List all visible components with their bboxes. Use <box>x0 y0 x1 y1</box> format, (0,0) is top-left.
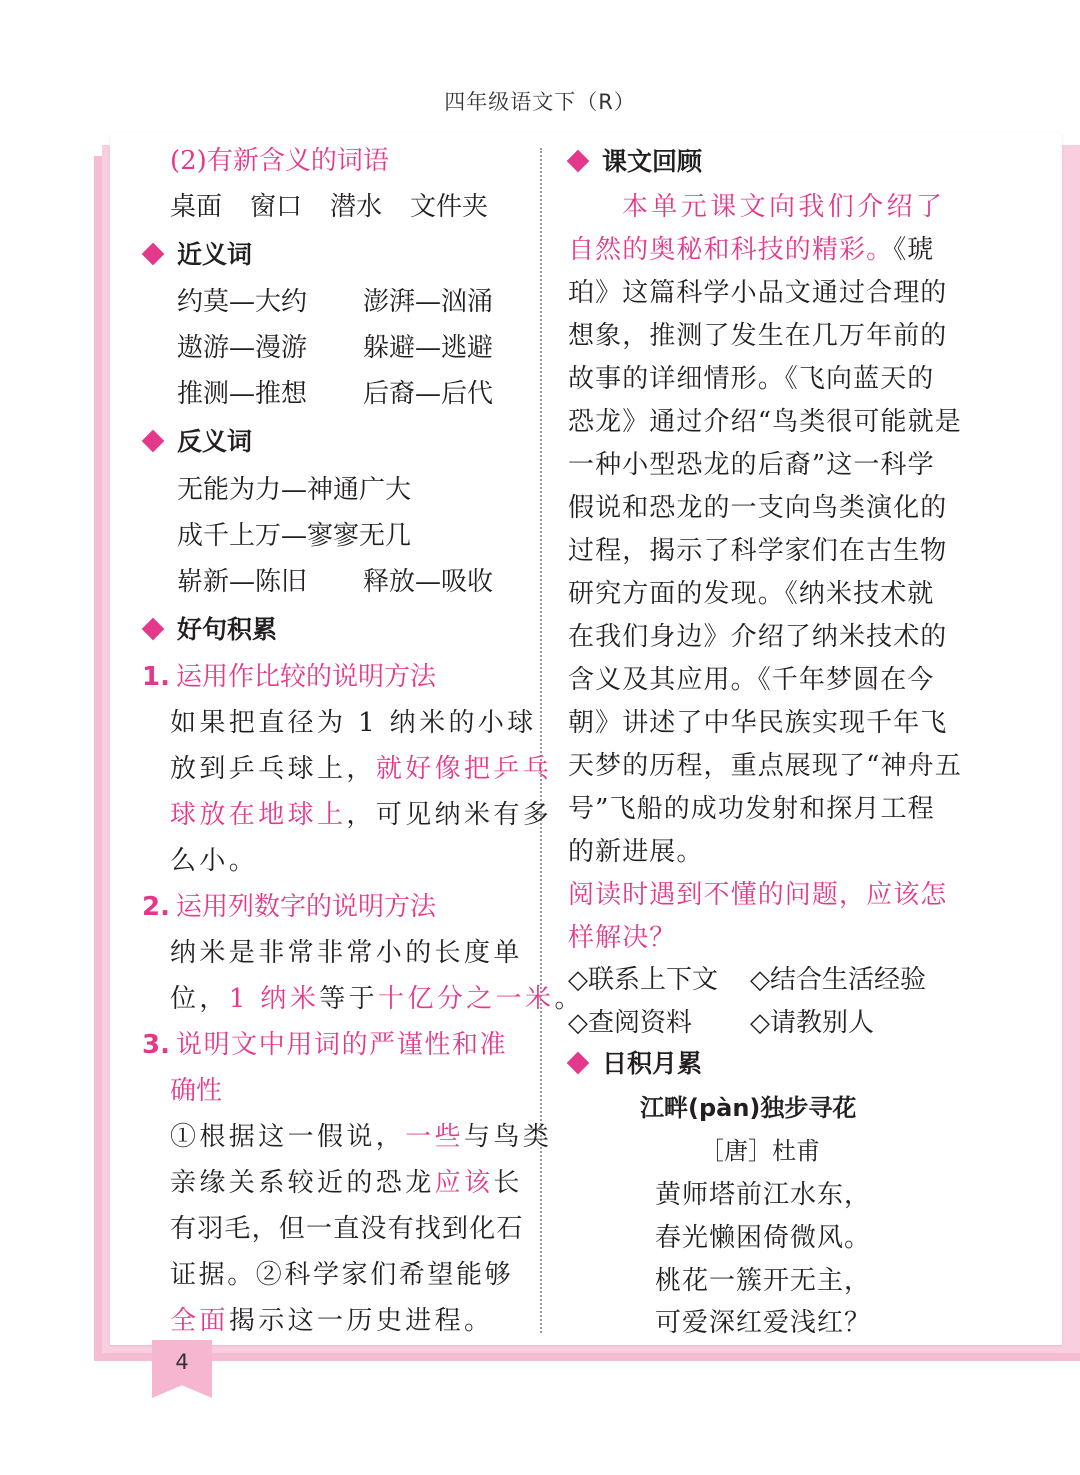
poem-title: 江畔(pàn)独步寻花 <box>640 1094 857 1122</box>
sentence-title: 说明文中用词的严谨性和准 <box>175 1030 508 1060</box>
option-item: ◇联系上下文 <box>568 965 718 995</box>
review-line: 恐龙》通过介绍“鸟类很可能就是 <box>568 407 962 437</box>
new-meaning-word: 窗口 <box>250 192 303 222</box>
sentence-number: 1. <box>142 662 170 692</box>
review-line: 想象，推测了发生在几万年前的 <box>568 321 948 351</box>
sentence-line <box>170 1308 493 1334</box>
review-line: 故事的详细情形。《飞向蓝天的 <box>568 364 935 394</box>
sentence-line <box>170 802 552 828</box>
sentence-title: 运用列数字的说明方法 <box>175 892 436 922</box>
review-line: 朝》讲述了中华民族实现千年飞 <box>568 708 948 738</box>
sentence-line <box>170 756 552 782</box>
sentence-line: 有羽毛，但一直没有找到化石 <box>170 1214 524 1244</box>
section-heading-daily: 日积月累 <box>602 1049 703 1078</box>
sentence-line <box>170 1124 552 1150</box>
section-heading-synonyms: 近义词 <box>177 240 253 269</box>
option-item: ◇结合生活经验 <box>750 965 926 995</box>
sentence-number: 2. <box>142 892 170 922</box>
review-line: 研究方面的发现。《纳米技术就 <box>568 579 935 609</box>
review-line: 含义及其应用。《千年梦圆在今 <box>568 665 935 695</box>
sentence-line <box>170 986 584 1012</box>
synonym-pair: 推测—推想 <box>177 379 308 409</box>
sentence-line <box>170 1170 523 1196</box>
review-line <box>568 237 934 263</box>
antonym-pair: 成千上万—寥寥无几 <box>177 521 412 551</box>
question-line: 样解决？ <box>568 923 677 953</box>
poem-line: 可爱深红爱浅红？ <box>655 1308 872 1338</box>
review-line: 假说和恐龙的一支向鸟类演化的 <box>568 493 948 523</box>
antonym-pair: 无能为力—神通广大 <box>177 475 412 505</box>
highlight-text: 十亿分之一米 <box>378 984 555 1014</box>
sentence-3-heading <box>142 1032 507 1058</box>
sentence-title-cont: 确性 <box>170 1076 223 1106</box>
text-run: 亲缘关系较近的恐龙 <box>170 1168 435 1198</box>
text-run: 。 <box>554 984 584 1014</box>
review-line: 过程，揭示了科学家们在古生物 <box>568 536 948 566</box>
text-run: 《琥 <box>893 235 935 265</box>
section-heading-review: 课文回顾 <box>602 147 703 176</box>
poem-author: ［唐］杜甫 <box>700 1137 820 1165</box>
text-run: 放到乒乓球上， <box>170 754 376 784</box>
sentence-line: 如果把直径为 1 纳米的小球 <box>170 708 537 738</box>
antonym-pair: 释放—吸收 <box>363 567 494 597</box>
review-line: 的新进展。 <box>568 837 704 867</box>
highlight-text: 球放在地球上 <box>170 800 347 830</box>
review-line: 本单元课文向我们介绍了 <box>622 192 946 222</box>
sentence-title: 运用作比较的说明方法 <box>175 662 436 692</box>
text-run: 揭示这一历史进程。 <box>228 1306 494 1336</box>
text-run: ①根据这一假说， <box>170 1122 406 1152</box>
section-heading-sentences: 好句积累 <box>177 615 278 644</box>
new-meaning-word: 潜水 <box>330 192 383 222</box>
text-run: ，可见纳米有多 <box>346 800 553 830</box>
highlight-text: 1 纳米 <box>228 984 320 1014</box>
synonym-pair: 澎湃—汹涌 <box>363 287 494 317</box>
antonym-pair: 崭新—陈旧 <box>177 567 308 597</box>
sentence-line: 么小。 <box>170 846 259 876</box>
text-run: 位， <box>170 984 229 1014</box>
sentence-2-heading <box>142 894 436 920</box>
highlight-text: 就好像把乒乓 <box>375 754 553 784</box>
synonym-pair: 约莫—大约 <box>177 287 308 317</box>
synonym-pair: 后裔—后代 <box>363 379 494 409</box>
section-heading-antonyms: 反义词 <box>177 427 253 456</box>
review-line: 号”飞船的成功发射和探月工程 <box>568 794 935 824</box>
new-meaning-word: 桌面 <box>170 192 223 222</box>
review-line: 在我们身边》介绍了纳米技术的 <box>568 622 948 652</box>
new-meaning-title: (2)有新含义的词语 <box>170 146 389 176</box>
highlight-text: 一些 <box>405 1122 465 1152</box>
synonym-pair: 躲避—逃避 <box>363 333 494 363</box>
option-item: ◇查阅资料 <box>568 1008 692 1038</box>
text-run: 与鸟类 <box>464 1122 553 1152</box>
text-run: 等于 <box>319 984 379 1014</box>
option-item: ◇请教别人 <box>750 1008 874 1038</box>
poem-line: 春光懒困倚微风。 <box>655 1223 872 1253</box>
highlight-text: 自然的奥秘和科技的精彩。 <box>568 235 894 265</box>
question-line: 阅读时遇到不懂的问题，应该怎 <box>568 880 948 910</box>
page-header: 四年级语文下（R） <box>444 90 636 114</box>
synonym-pair: 遨游—漫游 <box>177 333 308 363</box>
poem-line: 黄师塔前江水东， <box>655 1180 872 1210</box>
sentence-1-heading <box>142 664 436 690</box>
highlight-text: 全面 <box>170 1306 229 1336</box>
sentence-line: 证据。②科学家们希望能够 <box>170 1260 514 1290</box>
sentence-number: 3. <box>142 1030 170 1060</box>
text-run: 长 <box>493 1168 523 1198</box>
new-meaning-word: 文件夹 <box>410 192 489 222</box>
review-line: 天梦的历程，重点展现了“神舟五 <box>568 751 962 781</box>
highlight-text: 应该 <box>434 1168 494 1198</box>
sentence-line: 纳米是非常非常小的长度单 <box>170 938 523 968</box>
column-divider <box>540 148 542 1333</box>
review-line: 一种小型恐龙的后裔”这一科学 <box>568 450 935 480</box>
page-number: 4 <box>175 1350 189 1374</box>
review-line: 珀》这篇科学小品文通过合理的 <box>568 278 948 308</box>
poem-line: 桃花一簇开无主， <box>655 1266 872 1296</box>
